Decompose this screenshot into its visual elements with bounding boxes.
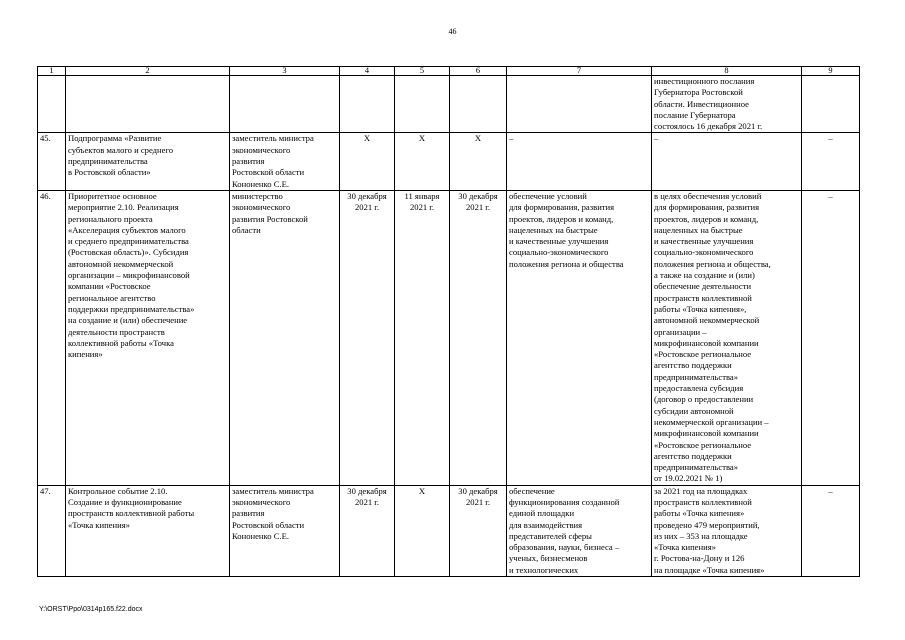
actual-result: в целях обеспечения условий для формирования, развития проектов, лидеров и команд, нацеленных на быстрые и качественные улучшения социально-экономического положения региона и общества, а также на создание и (или) обеспечение деятельности пространств коллективной работы «Точка кипения», автономной некоммерческой организации – микрофинансовой компании «Ростовское региональное агентство поддержки предпринимательства» предоставлена субсидия (договор о предоставлении субсидии автономной некоммерческой организации – микрофинансовой компании «Ростовское региональное агентство поддержки предпринимательства» от 19.02.2021 № 1) — [652, 190, 802, 485]
table-row — [38, 485, 860, 576]
responsible-person — [230, 76, 340, 133]
expected-result: обеспечение функционирования созданной единой площадки для взаимодействия представителей сферы образования, науки, бизнеса – ученых, бизнесменов и технологических — [507, 485, 652, 576]
actual-result: за 2021 год на площадках пространств коллективной работы «Точка кипения» проведено 479 мероприятий, из них – 353 на площадке «Точка кипения» г. Ростова-на-Дону и 126 на площадке «Точка кипения» — [652, 485, 802, 576]
table-row — [38, 133, 860, 190]
expected-result: обеспечение условий для формирования, развития проектов, лидеров и команд, нацеленных на быстрые и качественные улучшения социально-экономического положения региона и общества — [507, 190, 652, 485]
header-col-4: 4 — [340, 67, 395, 76]
responsible-person: заместитель министра экономического развития Ростовской области Кононенко С.Е. — [230, 485, 340, 576]
end-date: Х — [450, 133, 507, 190]
header-row — [38, 67, 860, 76]
expected-result — [507, 76, 652, 133]
start-date: Х — [395, 133, 450, 190]
activity-name — [66, 76, 230, 133]
start-date — [395, 76, 450, 133]
header-col-7: 7 — [507, 67, 652, 76]
row-number: 46. — [38, 190, 66, 485]
header-col-6: 6 — [450, 67, 507, 76]
row-number: 45. — [38, 133, 66, 190]
expected-result: – — [507, 133, 652, 190]
col9-value: – — [802, 485, 860, 576]
row-number — [38, 76, 66, 133]
header-col-8: 8 — [652, 67, 802, 76]
start-date: Х — [395, 485, 450, 576]
table-row — [38, 76, 860, 133]
planned-date — [340, 76, 395, 133]
activity-name: Контрольное событие 2.10. Создание и функционирование пространств коллективной работы «Точка кипения» — [66, 485, 230, 576]
header-col-2: 2 — [66, 67, 230, 76]
end-date — [450, 76, 507, 133]
planned-date: 30 декабря 2021 г. — [340, 190, 395, 485]
col9-value: – — [802, 133, 860, 190]
start-date: 11 января 2021 г. — [395, 190, 450, 485]
end-date: 30 декабря 2021 г. — [450, 190, 507, 485]
col9-value — [802, 76, 860, 133]
file-path-footer: Y:\ORST\Ppo\0314p165.f22.docx — [39, 606, 143, 613]
responsible-person: заместитель министра экономического развития Ростовской области Кононенко С.Е. — [230, 133, 340, 190]
header-col-1: 1 — [38, 67, 66, 76]
header-col-5: 5 — [395, 67, 450, 76]
header-col-3: 3 — [230, 67, 340, 76]
col9-value: – — [802, 190, 860, 485]
end-date: 30 декабря 2021 г. — [450, 485, 507, 576]
planned-date: Х — [340, 133, 395, 190]
table-row — [38, 190, 860, 485]
actual-result: инвестиционного послания Губернатора Ростовской области. Инвестиционное послание Губернатора состоялось 16 декабря 2021 г. — [652, 76, 802, 133]
page-number: 46 — [448, 27, 457, 36]
activity-name: Подпрограмма «Развитие субъектов малого и среднего предпринимательства в Ростовской области» — [66, 133, 230, 190]
report-table — [37, 66, 860, 577]
activity-name: Приоритетное основное мероприятие 2.10. Реализация регионального проекта «Акселерация субъектов малого и среднего предпринимательства (Ростовская область)». Субсидия автономной некоммерческой организации – микрофинансовой компании «Ростовское региональное агентство поддержки предпринимательства» на создание и (или) обеспечение деятельности пространств коллективной работы «Точка кипения» — [66, 190, 230, 485]
actual-result: – — [652, 133, 802, 190]
responsible-person: министерство экономического развития Ростовской области — [230, 190, 340, 485]
header-col-9: 9 — [802, 67, 860, 76]
row-number: 47. — [38, 485, 66, 576]
planned-date: 30 декабря 2021 г. — [340, 485, 395, 576]
